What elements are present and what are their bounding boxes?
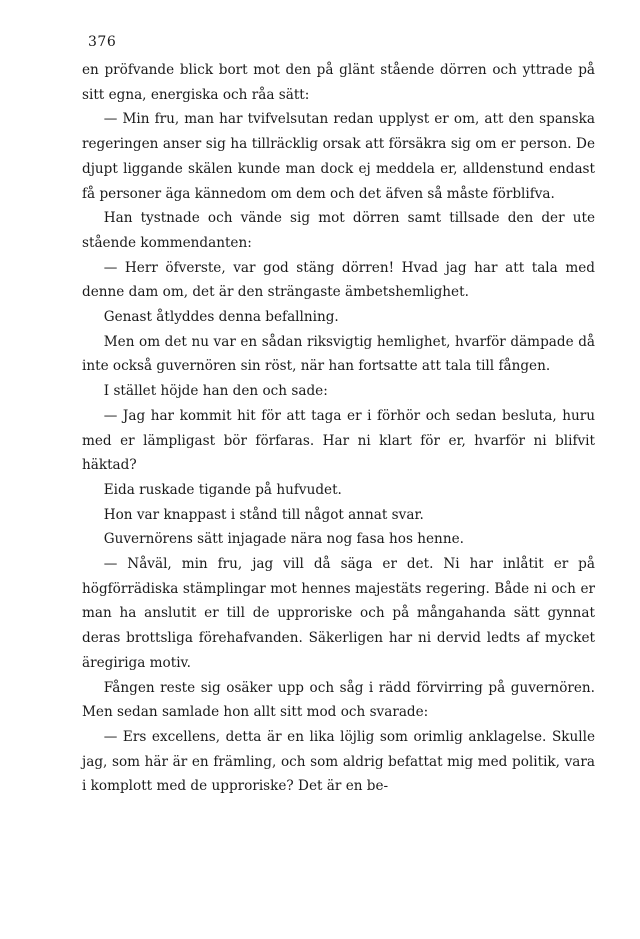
paragraph: Guvernörens sätt injagade nära nog fasa hos henne. xyxy=(103,531,464,548)
paragraph: — Ers excellens, detta är en lika löjlig som orimlig anklagelse. Skulle jag, som här är en främling, och som aldrig befattat mig med politik, vara i komplott med de upproriske? Det är en be- xyxy=(82,728,595,795)
paragraph: — Nåväl, min fru, jag vill då säga er det. Ni har inlåtit er på högförrädiska stämplingar mot hennes majestäts regering. Både ni och er man ha anslutit er till de upproriske och på mångahanda sätt gynnat deras brottsliga förehafvanden. Säkerligen har ni dervid ledts af mycket äregiriga motiv. xyxy=(82,556,595,671)
paragraph: — Min fru, man har tvifvelsutan redan upplyst er om, att den spanska regeringen anser sig ha tillräcklig orsak att försäkra sig om er person. De djupt liggande skälen kunde man dock ej meddela er, alldenstund endast få personer äga kännedom om dem och det äfven så måste förblifva. xyxy=(82,111,595,202)
paragraph: — Herr öfverste, var god stäng dörren! Hvad jag har att tala med denne dam om, det är den strängaste ämbetshemlighet. xyxy=(82,259,595,301)
paragraph: en pröfvande blick bort mot den på glänt stående dörren och yttrade på sitt egna, energiska och råa sätt: xyxy=(82,62,595,103)
paragraph: Genast åtlyddes denna befallning. xyxy=(103,309,339,326)
paragraph: Men om det nu var en sådan riksvigtig hemlighet, hvarför dämpade då inte också guvernören sin röst, när han fortsatte att tala till fången. xyxy=(82,333,595,375)
body-text xyxy=(82,58,595,799)
paragraph: Han tystnade och vände sig mot dörren samt tillsade den der ute stående kommendanten: xyxy=(82,210,595,251)
paragraph: Eida ruskade tigande på hufvudet. xyxy=(103,481,342,498)
paragraph: Fången reste sig osäker upp och såg i rädd förvirring på guvernören. Men sedan samlade hon allt sitt mod och svarade: xyxy=(82,679,595,721)
paragraph: Hon var knappast i stånd till något annat svar. xyxy=(103,506,424,523)
paragraph: I stället höjde han den och sade: xyxy=(103,383,328,400)
page-number: 376 xyxy=(88,34,117,50)
paragraph: — Jag har kommit hit för att taga er i förhör och sedan besluta, huru med er lämpligast bör förfaras. Har ni klart för er, hvarför ni blifvit häktad? xyxy=(82,407,595,474)
